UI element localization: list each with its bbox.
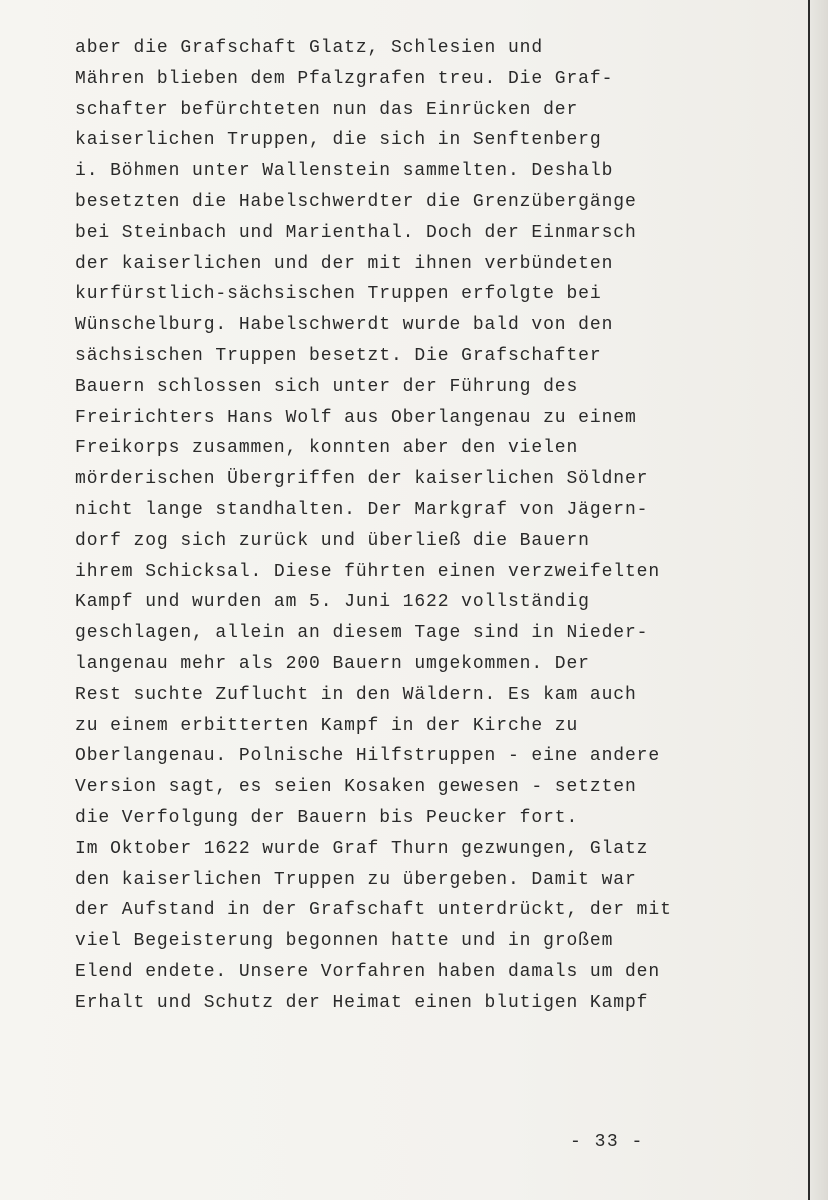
- text-line-21: langenau mehr als 200 Bauern umgekommen. Der: [75, 653, 590, 674]
- text-line-30: viel Begeisterung begonnen hatte und in großem: [75, 931, 614, 952]
- text-line-24: Oberlangenau. Polnische Hilfstruppen - eine andere: [75, 746, 661, 767]
- text-line-32: Erhalt und Schutz der Heimat einen blutigen Kampf: [75, 992, 649, 1013]
- page-edge-line: [808, 0, 810, 1200]
- text-line-19: Kampf und wurden am 5. Juni 1622 vollständig: [75, 592, 590, 613]
- text-line-3: schafter befürchteten nun das Einrücken der: [75, 99, 579, 120]
- text-line-18: ihrem Schicksal. Diese führten einen verzweifelten: [75, 561, 661, 582]
- text-line-25: Version sagt, es seien Kosaken gewesen - setzten: [75, 777, 637, 798]
- text-line-15: mörderischen Übergriffen der kaiserlichen Söldner: [75, 469, 649, 490]
- text-line-10: Wünschelburg. Habelschwerdt wurde bald von den: [75, 315, 614, 336]
- page-edge-shadow: [810, 0, 828, 1200]
- text-line-4: kaiserlichen Truppen, die sich in Senftenberg: [75, 130, 602, 151]
- text-line-28: den kaiserlichen Truppen zu übergeben. Damit war: [75, 869, 637, 890]
- text-line-11: sächsischen Truppen besetzt. Die Grafschafter: [75, 345, 602, 366]
- text-line-14: Freikorps zusammen, konnten aber den vielen: [75, 438, 579, 459]
- text-line-27: Im Oktober 1622 wurde Graf Thurn gezwungen, Glatz: [75, 838, 649, 859]
- text-line-1: aber die Grafschaft Glatz, Schlesien und: [75, 38, 544, 58]
- text-line-22: Rest suchte Zuflucht in den Wäldern. Es kam auch: [75, 684, 637, 705]
- body-text: [75, 33, 725, 1019]
- text-line-7: bei Steinbach und Marienthal. Doch der Einmarsch: [75, 222, 637, 243]
- text-line-13: Freirichters Hans Wolf aus Oberlangenau zu einem: [75, 407, 637, 428]
- text-line-6: besetzten die Habelschwerdter die Grenzübergänge: [75, 191, 637, 212]
- text-line-9: kurfürstlich-sächsischen Truppen erfolgte bei: [75, 284, 602, 305]
- page-number: - 33 -: [570, 1132, 644, 1152]
- text-line-26: die Verfolgung der Bauern bis Peucker fort.: [75, 807, 579, 828]
- text-line-12: Bauern schlossen sich unter der Führung des: [75, 376, 579, 397]
- text-line-17: dorf zog sich zurück und überließ die Bauern: [75, 530, 590, 551]
- text-line-2: Mähren blieben dem Pfalzgrafen treu. Die Graf-: [75, 68, 614, 89]
- text-line-8: der kaiserlichen und der mit ihnen verbündeten: [75, 253, 614, 274]
- text-line-23: zu einem erbitterten Kampf in der Kirche zu: [75, 715, 579, 736]
- text-line-5: i. Böhmen unter Wallenstein sammelten. Deshalb: [75, 161, 614, 182]
- text-line-20: geschlagen, allein an diesem Tage sind in Nieder-: [75, 623, 649, 644]
- text-line-31: Elend endete. Unsere Vorfahren haben damals um den: [75, 961, 661, 982]
- text-line-29: der Aufstand in der Grafschaft unterdrückt, der mit: [75, 900, 672, 921]
- text-line-16: nicht lange standhalten. Der Markgraf von Jägern-: [75, 499, 649, 520]
